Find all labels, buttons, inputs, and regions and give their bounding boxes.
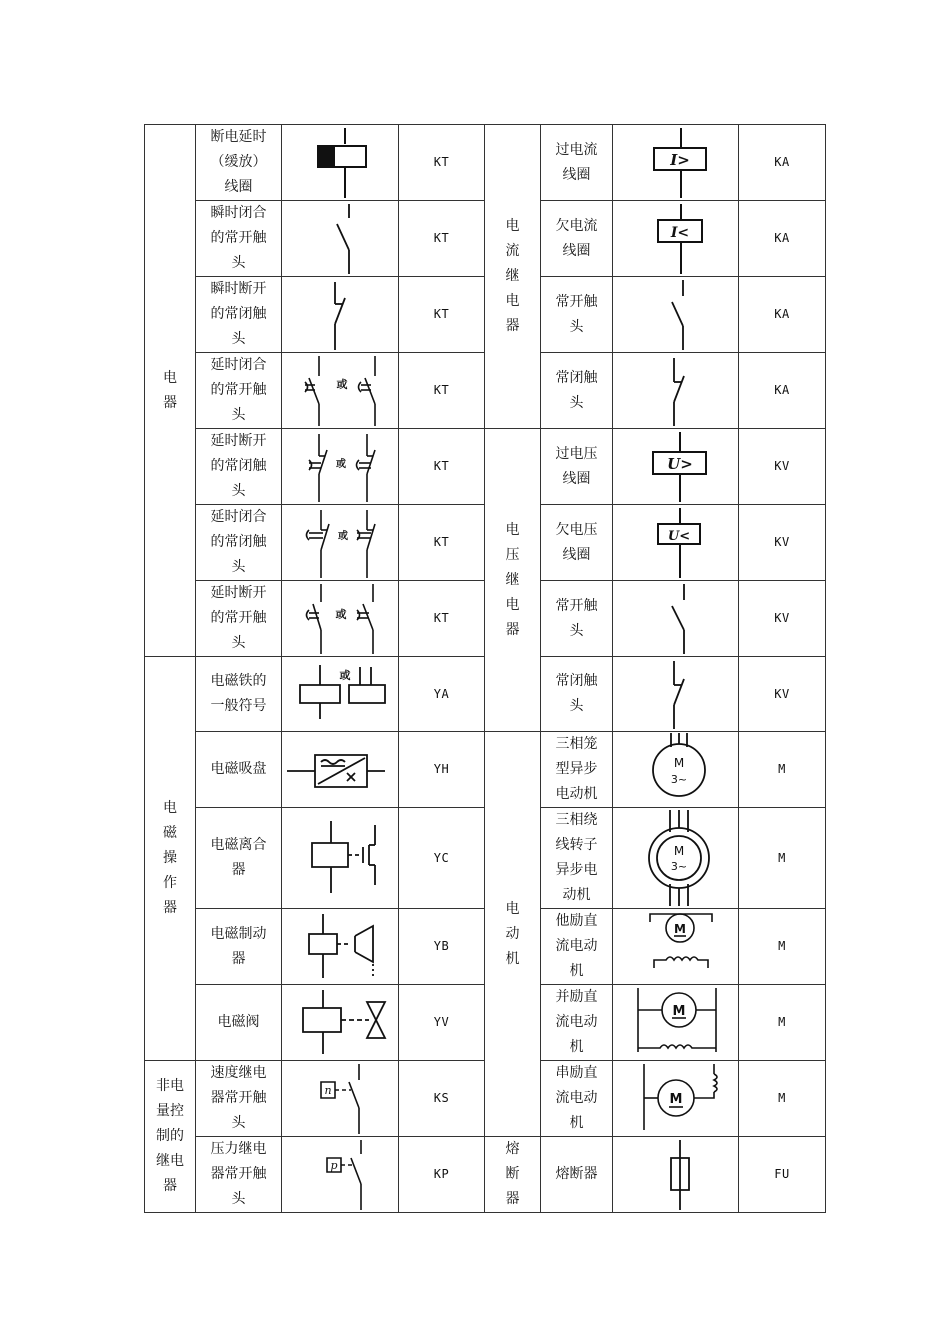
overcurrent-coil-icon <box>616 126 736 200</box>
delay-close-nc-icon <box>285 506 395 580</box>
symbol-name: 延时闭合 的常开触 头 <box>196 353 282 429</box>
category-fuse: 熔 断 器 <box>485 1137 541 1213</box>
wound-rotor-motor-icon <box>616 810 736 906</box>
delay-open-nc-icon <box>285 430 395 504</box>
no-contact-icon <box>285 202 395 276</box>
symbol-name: 三相绕 线转子 异步电 动机 <box>541 808 613 909</box>
symbol-name: 电磁制动 器 <box>196 909 282 985</box>
or-label: 或 <box>338 530 348 542</box>
motor-label: M <box>672 1003 685 1019</box>
symbol-name: 瞬时断开 的常闭触 头 <box>196 277 282 353</box>
symbol-cell <box>282 657 399 732</box>
coil-label: U> <box>666 454 693 473</box>
symbol-name: 常开触 头 <box>541 581 613 657</box>
separately-excited-dc-motor-icon <box>616 910 736 984</box>
symbol-code: KT <box>399 581 485 657</box>
symbol-cell <box>613 429 739 505</box>
symbol-name: 速度继电 器常开触 头 <box>196 1061 282 1137</box>
symbol-code: YV <box>399 985 485 1061</box>
symbol-cell <box>282 808 399 909</box>
category-electromagnetic: 电 磁 操 作 器 <box>145 657 196 1061</box>
series-dc-motor-icon <box>616 1062 736 1136</box>
symbol-cell <box>282 201 399 277</box>
symbol-name: 压力继电 器常开触 头 <box>196 1137 282 1213</box>
category-non-electric-relay: 非电 量控 制的 继电 器 <box>145 1061 196 1213</box>
symbol-cell <box>282 125 399 201</box>
symbol-name: 常闭触 头 <box>541 657 613 732</box>
symbol-name: 常开触 头 <box>541 277 613 353</box>
symbol-name: 熔断器 <box>541 1137 613 1213</box>
symbol-cell <box>613 581 739 657</box>
symbol-name: 欠电流 线圈 <box>541 201 613 277</box>
symbol-name: 并励直 流电动 机 <box>541 985 613 1061</box>
symbol-name: 欠电压 线圈 <box>541 505 613 581</box>
undervoltage-coil-icon <box>616 506 736 580</box>
or-label: 或 <box>336 377 348 391</box>
solenoid-valve-icon <box>285 986 395 1060</box>
symbol-code: YC <box>399 808 485 909</box>
symbol-code: KA <box>739 125 826 201</box>
symbol-name: 延时闭合 的常闭触 头 <box>196 505 282 581</box>
coil-label: I< <box>670 224 689 241</box>
delay-open-no-icon <box>285 582 395 656</box>
nc-contact-icon <box>616 657 736 731</box>
symbol-cell <box>282 277 399 353</box>
electrical-symbol-table <box>144 124 826 1213</box>
no-contact-icon <box>616 582 736 656</box>
off-delay-coil-icon <box>285 126 395 200</box>
symbol-name: 过电流 线圈 <box>541 125 613 201</box>
motor-sub-label: 3~ <box>670 772 687 786</box>
symbol-cell <box>282 909 399 985</box>
symbol-code: M <box>739 1061 826 1137</box>
squirrel-cage-motor-icon <box>616 733 736 807</box>
symbol-name: 断电延时 （缓放） 线圈 <box>196 125 282 201</box>
symbol-code: M <box>739 985 826 1061</box>
symbol-cell <box>613 277 739 353</box>
symbol-cell <box>613 353 739 429</box>
symbol-code: M <box>739 808 826 909</box>
symbol-code: KA <box>739 277 826 353</box>
symbol-cell <box>613 505 739 581</box>
symbol-code: M <box>739 732 826 808</box>
symbol-name: 电磁离合 器 <box>196 808 282 909</box>
category-motor: 电 动 机 <box>485 732 541 1137</box>
symbol-cell <box>613 201 739 277</box>
symbol-cell <box>282 429 399 505</box>
symbol-name: 延时断开 的常开触 头 <box>196 581 282 657</box>
symbol-code: KA <box>739 201 826 277</box>
coil-label: U< <box>667 528 690 544</box>
electromagnet-icon <box>285 657 395 731</box>
motor-label: M <box>673 755 684 770</box>
category-current-relay: 电 流 继 电 器 <box>485 125 541 429</box>
symbol-code: KT <box>399 353 485 429</box>
symbol-code: M <box>739 909 826 985</box>
undercurrent-coil-icon <box>616 202 736 276</box>
nc-contact-icon <box>616 354 736 428</box>
symbol-code: KT <box>399 505 485 581</box>
or-label: 或 <box>339 669 351 682</box>
symbol-code: KV <box>739 581 826 657</box>
symbol-cell <box>613 909 739 985</box>
magnetic-chuck-icon <box>285 733 395 807</box>
symbol-code: YH <box>399 732 485 808</box>
symbol-cell <box>282 353 399 429</box>
symbol-code: KV <box>739 429 826 505</box>
or-label: 或 <box>335 607 347 621</box>
symbol-code: KS <box>399 1061 485 1137</box>
symbol-cell <box>613 808 739 909</box>
symbol-code: KA <box>739 353 826 429</box>
symbol-code: KV <box>739 505 826 581</box>
no-contact-icon <box>616 278 736 352</box>
relay-label: n <box>324 1083 332 1097</box>
coil-label: I> <box>669 150 690 169</box>
symbol-code: KT <box>399 201 485 277</box>
symbol-cell <box>613 985 739 1061</box>
category-relay: 电 器 <box>145 125 196 657</box>
or-label: 或 <box>336 458 346 470</box>
magnetic-clutch-icon <box>285 813 395 903</box>
symbol-name: 过电压 线圈 <box>541 429 613 505</box>
symbol-code: FU <box>739 1137 826 1213</box>
symbol-cell <box>282 581 399 657</box>
symbol-code: YA <box>399 657 485 732</box>
nc-contact-icon <box>285 278 395 352</box>
symbol-cell <box>613 732 739 808</box>
speed-relay-contact-icon <box>285 1062 395 1136</box>
symbol-code: YB <box>399 909 485 985</box>
symbol-cell <box>613 1061 739 1137</box>
category-voltage-relay: 电 压 继 电 器 <box>485 429 541 732</box>
symbol-name: 电磁铁的 一般符号 <box>196 657 282 732</box>
magnetic-brake-icon <box>285 910 395 984</box>
pressure-relay-contact-icon <box>285 1138 395 1212</box>
symbol-cell <box>613 657 739 732</box>
symbol-code: KV <box>739 657 826 732</box>
symbol-name: 常闭触 头 <box>541 353 613 429</box>
symbol-code: KT <box>399 125 485 201</box>
symbol-name: 电磁吸盘 <box>196 732 282 808</box>
motor-label: M <box>673 844 684 858</box>
symbol-name: 三相笼 型异步 电动机 <box>541 732 613 808</box>
symbol-name: 延时断开 的常闭触 头 <box>196 429 282 505</box>
symbol-code: KP <box>399 1137 485 1213</box>
delay-close-no-icon <box>285 354 395 428</box>
symbol-cell <box>282 505 399 581</box>
symbol-name: 瞬时闭合 的常开触 头 <box>196 201 282 277</box>
relay-label: p <box>330 1158 338 1172</box>
motor-sub-label: 3~ <box>670 860 687 873</box>
symbol-cell <box>613 125 739 201</box>
motor-label: M <box>673 921 686 936</box>
shunt-dc-motor-icon <box>616 986 736 1060</box>
fuse-icon <box>616 1138 736 1212</box>
symbol-cell <box>613 1137 739 1213</box>
motor-label: M <box>669 1091 682 1107</box>
symbol-code: KT <box>399 277 485 353</box>
symbol-cell <box>282 732 399 808</box>
symbol-name: 他励直 流电动 机 <box>541 909 613 985</box>
symbol-cell <box>282 1137 399 1213</box>
symbol-name: 串励直 流电动 机 <box>541 1061 613 1137</box>
overvoltage-coil-icon <box>616 430 736 504</box>
symbol-cell <box>282 985 399 1061</box>
symbol-code: KT <box>399 429 485 505</box>
symbol-name: 电磁阀 <box>196 985 282 1061</box>
symbol-cell <box>282 1061 399 1137</box>
